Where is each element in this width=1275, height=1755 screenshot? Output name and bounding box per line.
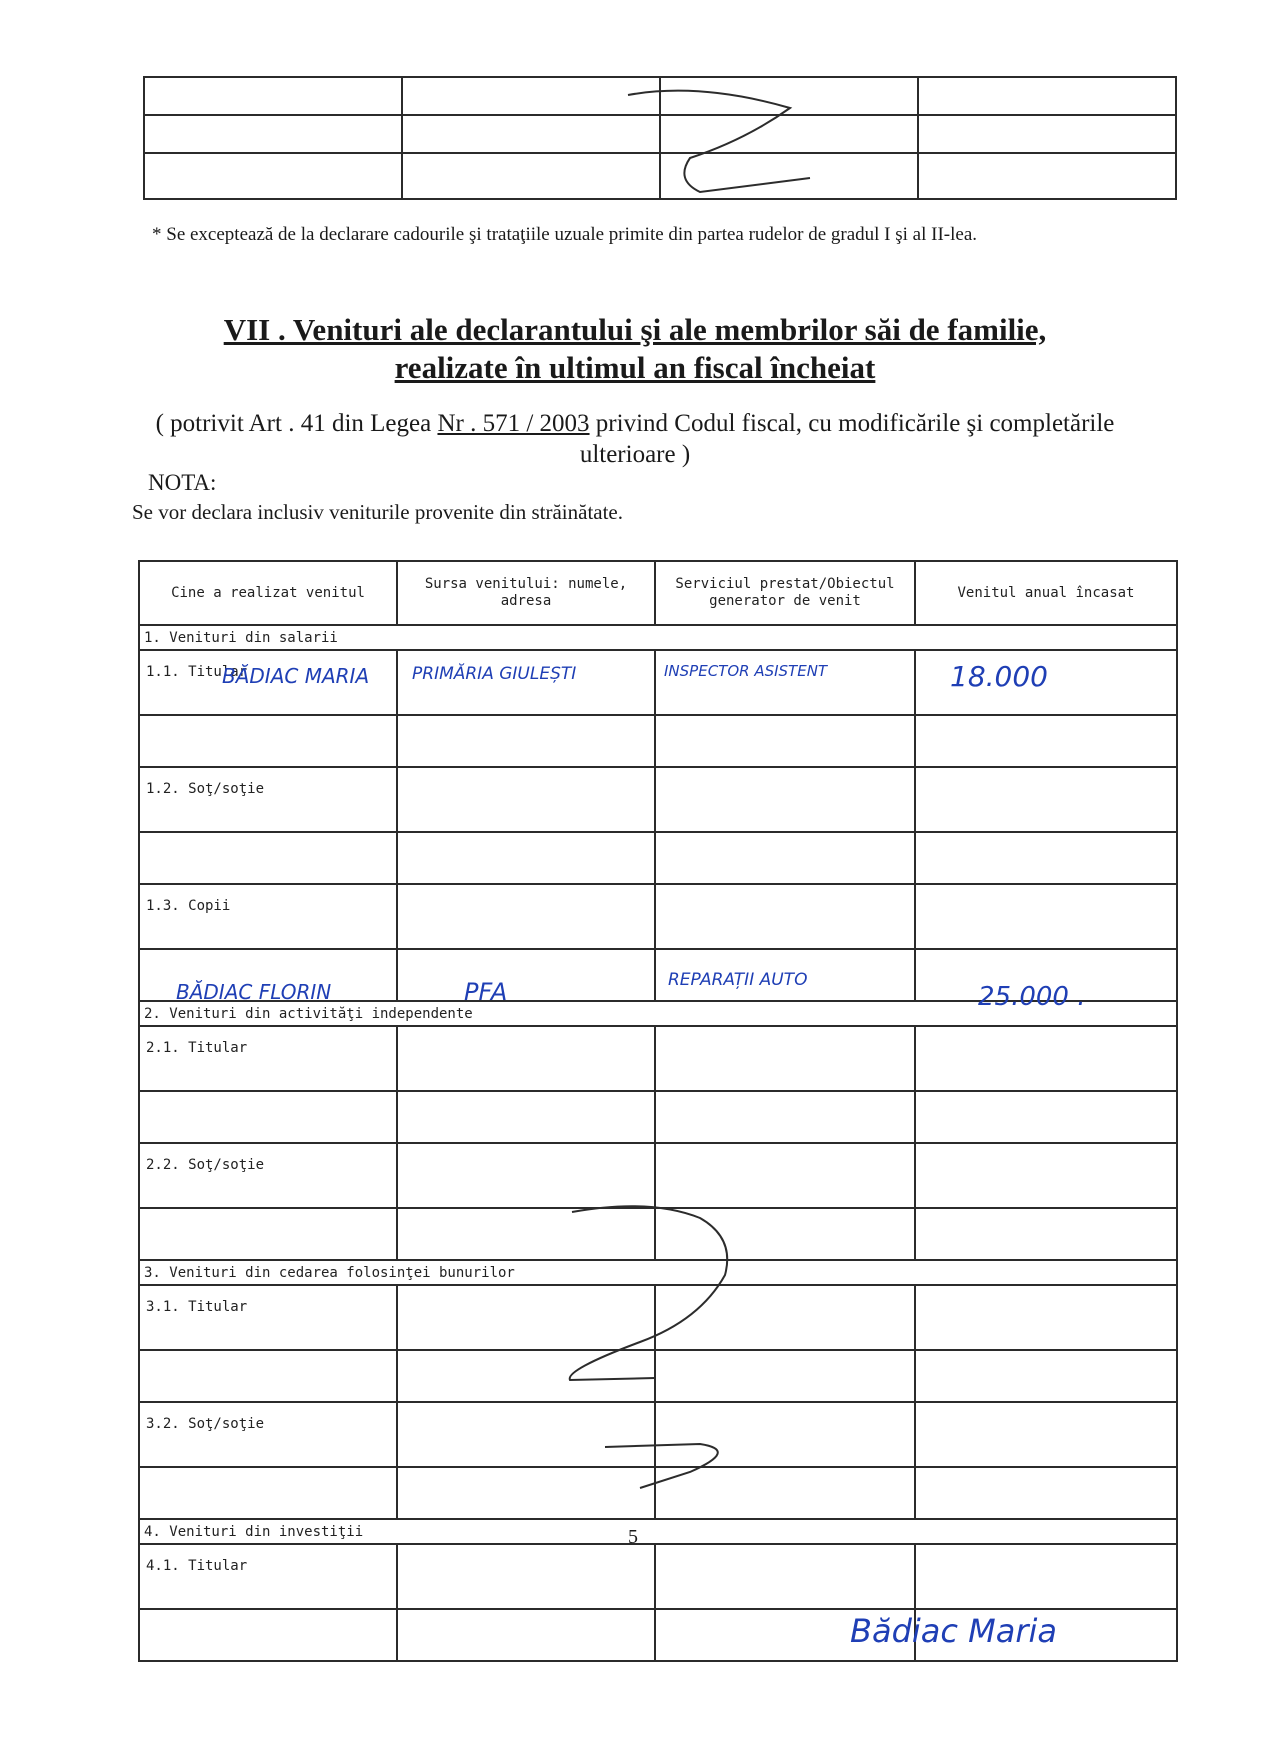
section-title-line-1: VII . Venituri ale declarantului şi ale membrilor săi de familie,: [223, 312, 1047, 347]
row-label-2-1: 2.1. Titular: [139, 1026, 397, 1091]
income-table: [138, 560, 1178, 1662]
header-service: Serviciul prestat/Obiectul generator de venit: [655, 561, 915, 625]
table-row: [139, 1208, 1177, 1260]
row-label-1-3: 1.3. Copii: [139, 884, 397, 949]
row-label-1-1: 1.1. Titular: [139, 650, 397, 715]
handwritten-salary-source: PRIMĂRIA GIULEȘTI: [412, 664, 577, 684]
table-row: [139, 767, 1177, 832]
table-row: [139, 1091, 1177, 1143]
table-row: [139, 1143, 1177, 1208]
table-row: [139, 1026, 1177, 1091]
table-row: [139, 884, 1177, 949]
previous-table-continuation: [143, 76, 1177, 200]
section-row-rentals: 3. Venituri din cedarea folosinţei bunurilor: [139, 1260, 1177, 1285]
table-row: [139, 1544, 1177, 1609]
law-number: Nr . 571 / 2003: [437, 410, 590, 437]
legal-reference: ( potrivit Art . 41 din Legea Nr . 571 / 2003 privind Codul fiscal, cu modificările şi completările ulterioare ): [155, 410, 1115, 468]
section-row-investments: 4. Venituri din investiţii: [139, 1519, 1177, 1544]
row-label-2-2: 2.2. Soţ/soţie: [139, 1143, 397, 1208]
signature: Bădiac Maria: [850, 1612, 1058, 1650]
handwritten-salary-service: INSPECTOR ASISTENT: [664, 662, 828, 680]
row-label-1-2: 1.2. Soţ/soţie: [139, 767, 397, 832]
gifts-footnote: * Se exceptează de la declarare cadourile şi trataţiile uzuale primite din partea rudelor de gradul I şi al II-lea.: [152, 224, 978, 245]
handwritten-salary-earner: BĂDIAC MARIA: [222, 664, 370, 688]
handwritten-salary-income: 18.000: [950, 660, 1048, 693]
section-title-line-2: realizate în ultimul an fiscal încheiat: [394, 350, 876, 385]
nota-text: Se vor declara inclusiv veniturile provenite din străinătate.: [132, 500, 623, 524]
table-row: [139, 1350, 1177, 1402]
section-row-independent: 2. Venituri din activităţi independente: [139, 1001, 1177, 1026]
handwritten-independent-service: REPARAȚII AUTO: [668, 970, 808, 990]
header-source: Sursa venitului: numele, adresa: [397, 561, 655, 625]
table-row: [139, 715, 1177, 767]
table-row: [139, 832, 1177, 884]
handwritten-independent-earner: BĂDIAC FLORIN: [176, 980, 332, 1004]
table-row: [139, 1467, 1177, 1519]
table-row: [144, 115, 1176, 153]
handwritten-independent-income: 25.000 .: [978, 982, 1086, 1012]
table-row: [139, 1402, 1177, 1467]
row-label-4-1: 4.1. Titular: [139, 1544, 397, 1609]
section-row-salaries: 1. Venituri din salarii: [139, 625, 1177, 650]
page-number: 5: [628, 1526, 638, 1548]
row-label-3-1: 3.1. Titular: [139, 1285, 397, 1350]
table-row: [144, 153, 1176, 199]
table-header-row: [139, 561, 1177, 625]
row-label-3-2: 3.2. Soţ/soţie: [139, 1402, 397, 1467]
header-income: Venitul anual încasat: [915, 561, 1177, 625]
handwritten-independent-source: PFA: [464, 978, 508, 1006]
table-row: [144, 77, 1176, 115]
nota-label: NOTA:: [148, 470, 217, 495]
table-row: [139, 1285, 1177, 1350]
header-who: Cine a realizat venitul: [139, 561, 397, 625]
